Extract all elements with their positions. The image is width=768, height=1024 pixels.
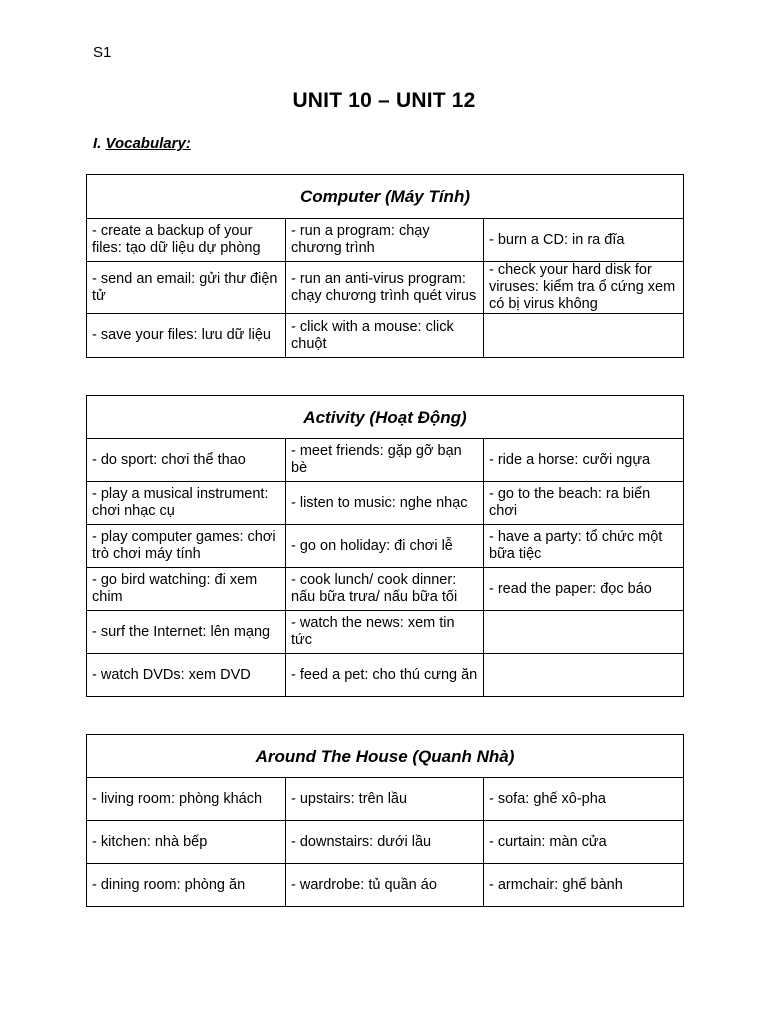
vocab-cell: - save your files: lưu dữ liệu xyxy=(87,314,286,358)
vocab-cell: - meet friends: gặp gỡ bạn bè xyxy=(286,439,484,482)
vocab-cell: - send an email: gửi thư điện tử xyxy=(87,262,286,314)
vocab-cell: - go on holiday: đi chơi lễ xyxy=(286,525,484,568)
vocab-cell: - read the paper: đọc báo xyxy=(484,568,684,611)
vocab-cell: - go to the beach: ra biển chơi xyxy=(484,482,684,525)
empty-cell xyxy=(484,611,684,654)
vocab-cell: - play a musical instrument: chơi nhạc cụ xyxy=(87,482,286,525)
vocab-cell: - cook lunch/ cook dinner: nấu bữa trưa/ nấu bữa tối xyxy=(286,568,484,611)
vocab-cell: - living room: phòng khách xyxy=(87,778,286,821)
vocab-cell: - burn a CD: in ra đĩa xyxy=(484,219,684,262)
vocab-cell: - ride a horse: cưỡi ngựa xyxy=(484,439,684,482)
table-row xyxy=(87,654,684,697)
table-row xyxy=(87,821,684,864)
table-row xyxy=(87,568,684,611)
vocab-cell: - watch the news: xem tin tức xyxy=(286,611,484,654)
section-heading xyxy=(93,135,191,152)
vocab-cell: - go bird watching: đi xem chim xyxy=(87,568,286,611)
computer-vocab-table xyxy=(86,174,684,358)
vocab-cell: - dining room: phòng ăn xyxy=(87,864,286,907)
table-caption: Activity (Hoạt Động) xyxy=(87,396,684,439)
table-caption: Computer (Máy Tính) xyxy=(87,175,684,219)
page-label: S1 xyxy=(93,44,112,61)
vocab-cell: - downstairs: dưới lầu xyxy=(286,821,484,864)
vocab-cell: - watch DVDs: xem DVD xyxy=(87,654,286,697)
vocab-cell: - run a program: chạy chương trình xyxy=(286,219,484,262)
table-row xyxy=(87,864,684,907)
table-caption: Around The House (Quanh Nhà) xyxy=(87,735,684,778)
vocab-cell: - curtain: màn cửa xyxy=(484,821,684,864)
vocab-cell: - create a backup of your files: tạo dữ liệu dự phòng xyxy=(87,219,286,262)
section-number: I. xyxy=(93,135,102,152)
vocab-cell: - click with a mouse: click chuột xyxy=(286,314,484,358)
table-row xyxy=(87,314,684,358)
activity-vocab-table xyxy=(86,395,684,697)
vocab-cell: - wardrobe: tủ quần áo xyxy=(286,864,484,907)
house-vocab-table xyxy=(86,734,684,907)
table-row xyxy=(87,482,684,525)
table-row xyxy=(87,525,684,568)
vocab-cell: - armchair: ghế bành xyxy=(484,864,684,907)
vocab-cell: - surf the Internet: lên mạng xyxy=(87,611,286,654)
vocab-cell: - sofa: ghế xô-pha xyxy=(484,778,684,821)
vocab-cell: - listen to music: nghe nhạc xyxy=(286,482,484,525)
table-row xyxy=(87,778,684,821)
document-title: UNIT 10 – UNIT 12 xyxy=(292,89,476,112)
section-heading-text: Vocabulary: xyxy=(105,135,191,152)
vocab-cell: - play computer games: chơi trò chơi máy tính xyxy=(87,525,286,568)
vocab-cell: - check your hard disk for viruses: kiểm tra ổ cứng xem có bị virus không xyxy=(484,262,684,314)
vocab-cell: - kitchen: nhà bếp xyxy=(87,821,286,864)
vocab-cell: - do sport: chơi thể thao xyxy=(87,439,286,482)
empty-cell xyxy=(484,654,684,697)
vocab-cell: - upstairs: trên lầu xyxy=(286,778,484,821)
vocab-cell: - feed a pet: cho thú cưng ăn xyxy=(286,654,484,697)
table-row xyxy=(87,262,684,314)
table-row xyxy=(87,219,684,262)
vocab-cell: - have a party: tổ chức một bữa tiệc xyxy=(484,525,684,568)
vocab-cell: - run an anti-virus program: chạy chương trình quét virus xyxy=(286,262,484,314)
table-row xyxy=(87,611,684,654)
table-row xyxy=(87,439,684,482)
empty-cell xyxy=(484,314,684,358)
